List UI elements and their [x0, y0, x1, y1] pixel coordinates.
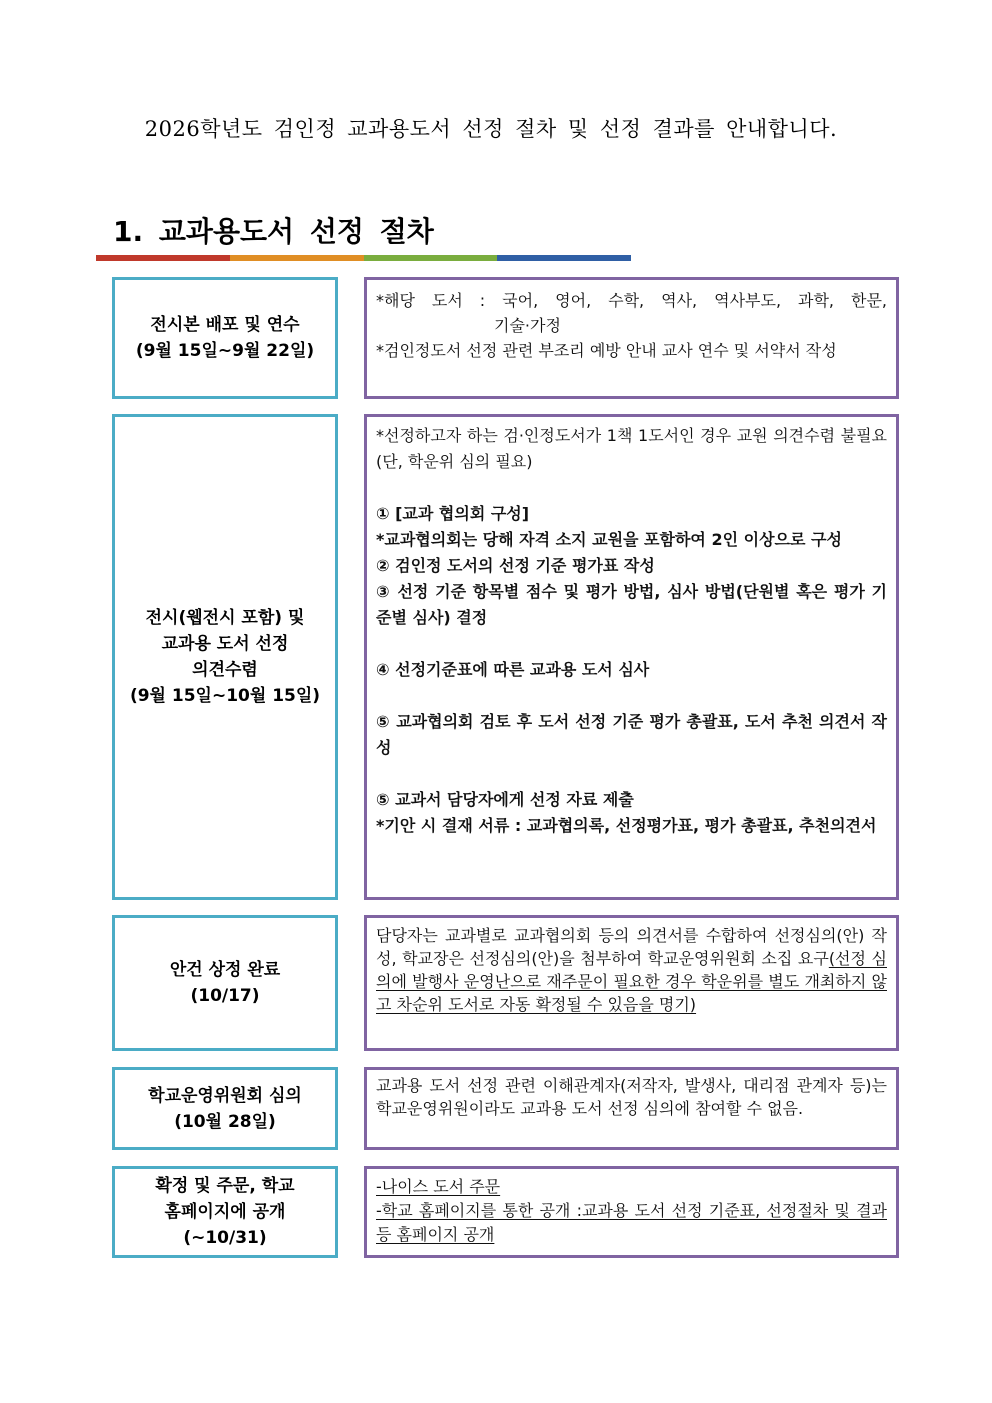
item-2: ② 검인정 도서의 선정 기준 평가표 작성	[376, 556, 655, 575]
agenda-text-plain: 담당자는 교과별로 교과협의회 등의 의견서를 수합하여 선정심의(안) 작성, 학교장은 선정심의(안)을 첨부하여 학교운영위원회 소집 요구	[376, 926, 887, 968]
detail-box	[364, 915, 899, 1051]
stage-label: 전시(웹전시 포함) 및	[145, 608, 305, 628]
detail-box	[364, 277, 899, 399]
stage-label-cont: 교과용 도서 선정	[161, 634, 289, 654]
procedure-step-1	[112, 277, 899, 399]
item-1-title: ① [교과 협의회 구성]	[376, 504, 530, 523]
procedure-step-2	[112, 414, 899, 900]
target-books: *해당 도서 : 국어, 영어, 수학, 역사, 역사부도, 과학, 한문,	[376, 291, 887, 310]
committee-note: 교과용 도서 선정 관련 이해관계자(저작자, 발생사, 대리점 관계자 등)는 학교운영위원이라도 교과용 도서 선정 심의에 참여할 수 없음.	[376, 1076, 887, 1118]
stage-label-cont: 의견수렴	[192, 660, 258, 680]
stage-box	[112, 915, 338, 1051]
document-title: 2026학년도 검인정 교과용도서 선정 절차 및 선정 결과를 안내합니다.	[144, 117, 838, 141]
stage-label: 전시본 배포 및 연수	[150, 315, 300, 335]
stage-label: 학교운영위원회 심의	[148, 1085, 302, 1106]
stage-box	[112, 1166, 338, 1258]
intro-note: *선정하고자 하는 검·인정도서가 1책 1도서인 경우 교원 의견수렴 불필요(단, 학운위 심의 필요)	[376, 426, 887, 471]
stage-box	[112, 414, 338, 900]
training-note: *검인정도서 선정 관련 부조리 예방 안내 교사 연수 및 서약서 작성	[376, 341, 837, 360]
agenda-text-underlined: (선정 심의에 발행사 운영난으로 재주문이 필요한 경우 학운위를 별도 개최하지 않고 차순위 도서로 자동 확정될 수 있음을 명기)	[376, 949, 887, 1014]
section-heading: 1. 교과용도서 선정 절차	[113, 215, 434, 248]
stage-label: 안건 상정 완료	[169, 960, 281, 980]
item-3: ③ 선정 기준 항목별 점수 및 평가 방법, 심사 방법(단원별 혹은 평가 기준별 심사) 결정	[376, 582, 887, 627]
item-1-note: *교과협의회는 당해 자격 소지 교원을 포함하여 2인 이상으로 구성	[376, 530, 842, 549]
heading-color-bar	[96, 255, 631, 261]
stage-date: (~10/31)	[183, 1228, 267, 1248]
stage-label: 확정 및 주문, 학교	[155, 1176, 295, 1196]
stage-label-cont: 홈페이지에 공개	[164, 1202, 286, 1222]
neis-order: -나이스 도서 주문	[376, 1177, 501, 1196]
item-6: ⑤ 교과서 담당자에게 선정 자료 제출	[376, 790, 634, 809]
color-bar-segment-green	[364, 255, 498, 261]
stage-box	[112, 1067, 338, 1150]
stage-box	[112, 277, 338, 399]
procedure-step-4	[112, 1067, 899, 1150]
detail-box	[364, 1067, 899, 1150]
target-books-cont: 기술·가정	[494, 316, 561, 335]
agenda-text	[376, 924, 887, 1016]
item-4: ④ 선정기준표에 따른 교과용 도서 심사	[376, 660, 650, 679]
color-bar-segment-blue	[497, 255, 631, 261]
procedure-step-3	[112, 915, 899, 1051]
stage-date: (9월 15일~10월 15일)	[129, 686, 321, 706]
item-6-note: *기안 시 결재 서류 : 교과협의록, 선정평가표, 평가 총괄표, 추천의견서	[376, 816, 877, 835]
detail-box	[364, 414, 899, 900]
item-5: ⑤ 교과협의회 검토 후 도서 선정 기준 평가 총괄표, 도서 추천 의견서 작성	[376, 712, 887, 757]
detail-box	[364, 1166, 899, 1258]
stage-date: (9월 15일~9월 22일)	[135, 341, 315, 361]
homepage-disclosure: -학교 홈페이지를 통한 공개 :교과용 도서 선정 기준표, 선정절차 및 결과 등 홈페이지 공개	[376, 1201, 887, 1244]
procedure-step-5	[112, 1166, 899, 1258]
color-bar-segment-red	[96, 255, 230, 261]
color-bar-segment-orange	[230, 255, 364, 261]
stage-date: (10/17)	[190, 986, 260, 1006]
stage-date: (10월 28일)	[174, 1111, 276, 1132]
